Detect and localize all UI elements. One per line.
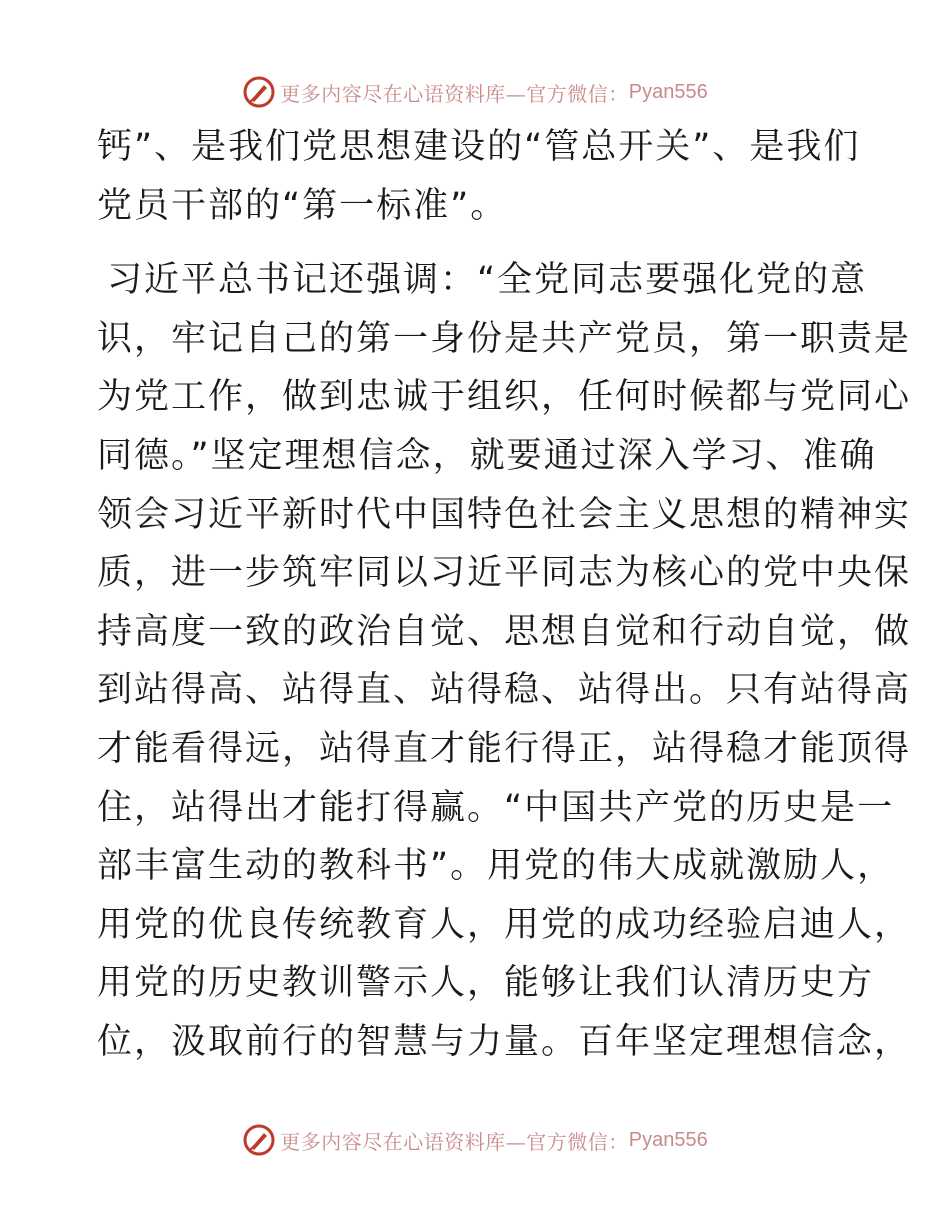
footer-watermark [0,1120,950,1160]
text-line: 为党工作，做到忠诚于组织，任何时候都与党同心 [97,377,912,418]
header-watermark [0,72,950,112]
text-line: 到站得高、站得直、站得稳、站得出。只有站得高 [97,670,912,711]
watermark-handle: Pyan556 [628,1128,708,1151]
document-body [97,118,912,1072]
paragraph-2 [97,251,912,1071]
quill-logo-icon [242,1123,276,1157]
text-line: 识，牢记自己的第一身份是共产党员，第一职责是 [97,318,912,359]
text-line: 住，站得出才能打得赢。“中国共产党的历史是一 [97,787,895,828]
paragraph-1 [97,118,861,235]
text-line: 领会习近平新时代中国特色社会主义思想的精神实 [97,494,912,535]
text-line: 用党的优良传统教育人，用党的成功经验启迪人， [97,904,912,945]
watermark-handle: Pyan556 [628,80,708,103]
quill-logo-icon [242,75,276,109]
text-line: 习近平总书记还强调：“全党同志要强化党的意 [107,260,868,301]
text-line: 才能看得远，站得直才能行得正，站得稳才能顶得 [97,728,912,769]
text-line: 用党的历史教训警示人，能够让我们认清历史方 [97,963,875,1004]
text-line: 部丰富生动的教科书”。用党的伟大成就激励人， [97,846,895,887]
text-line: 位，汲取前行的智慧与力量。百年坚定理想信念， [97,1021,912,1062]
watermark-text: 更多内容尽在心语资料库—官方微信： [280,1129,629,1154]
text-line: 持高度一致的政治自觉、思想自觉和行动自觉，做 [97,611,912,652]
text-line: 同德。”坚定理想信念，就要通过深入学习、准确 [97,435,877,476]
text-line: 钙”、是我们党思想建设的“管总开关”、是我们 [97,127,861,167]
text-line: 党员干部的“第一标准”。 [97,185,508,226]
watermark-text: 更多内容尽在心语资料库—官方微信： [280,81,629,106]
text-line: 质，进一步筑牢同以习近平同志为核心的党中央保 [97,553,912,594]
